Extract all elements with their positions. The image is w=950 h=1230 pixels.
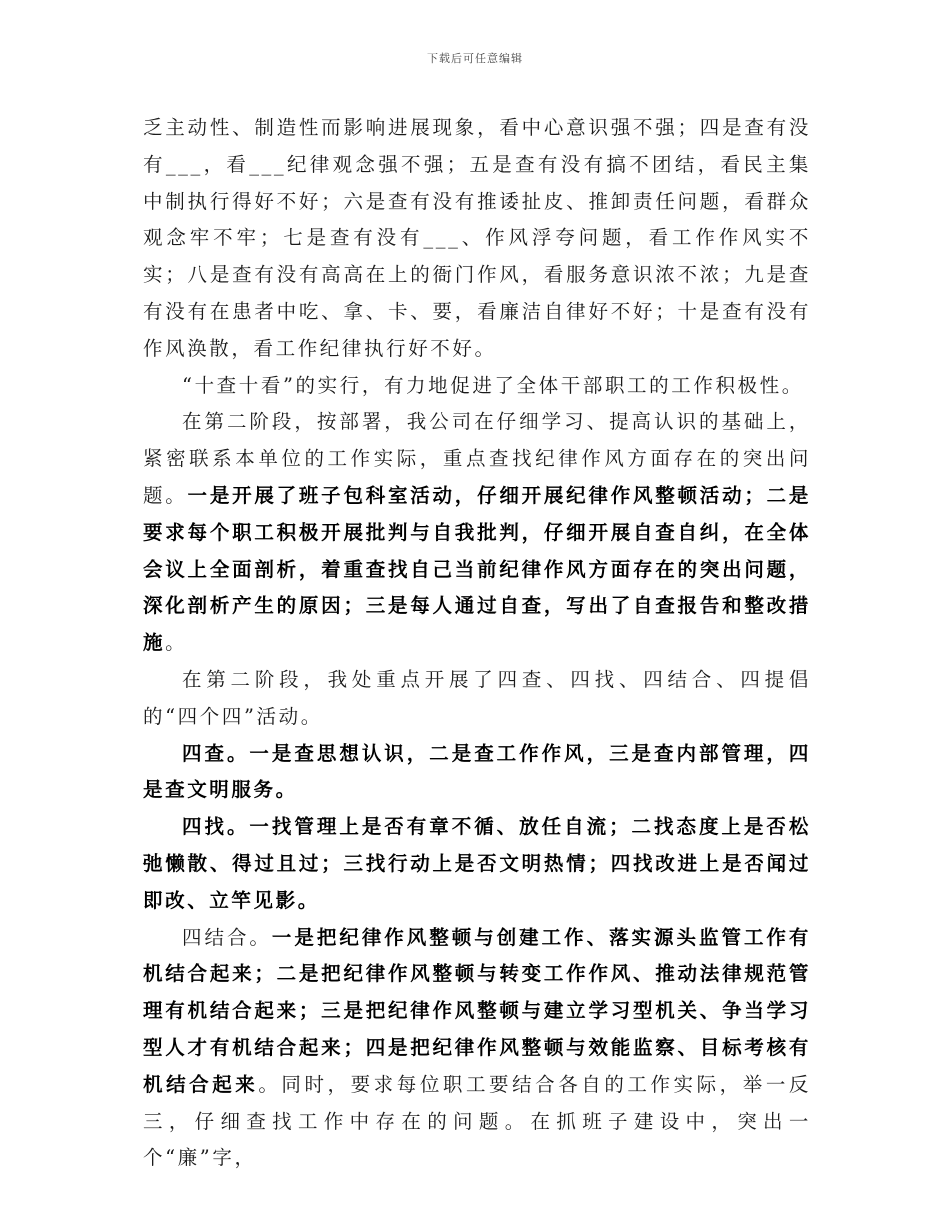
paragraph-four-checks: 四查。一是查思想认识，二是查工作作风，三是查内部管理，四是查文明服务。 bbox=[143, 741, 811, 802]
paragraph-ten-checks-list: 乏主动性、制造性而影响进展现象，看中心意识强不强；四是查有没有___，看___纪律观念强不强；五是查有没有搞不团结，看民主集中制执行得好不好；六是查有没有推诿扯皮、推卸责任问题，看群众观念牢不牢；七是查有没有___、作风浮夸问题，看工作作风实不实；八是查有没有高高在上的衙门作风，看服务意识浓不浓；九是查有没有在患者中吃、拿、卡、要，看廉洁自律好不好；十是查有没有作风涣散，看工作纪律执行好不好。 bbox=[143, 116, 811, 360]
paragraph-ten-checks-summary: “十查十看”的实行，有力地促进了全体干部职工的工作积极性。 bbox=[182, 373, 804, 397]
paragraph-second-stage-self-check bbox=[143, 404, 811, 662]
paragraph-four-combinations bbox=[143, 920, 811, 1178]
paragraph-four-fours-intro: 在第二阶段，我处重点开展了四查、四找、四结合、四提倡的“四个四”活动。 bbox=[143, 667, 811, 728]
paragraph-bold-text: 一是开展了班子包科室活动，仔细开展纪律作风整顿活动；二是要求每个职工积极开展批判与自我批判，仔细开展自查自纠，在全体会议上全面剖析，着重查找自己当前纪律作风方面存在的突出问题，深化剖析产生的原因；三是每人通过自查，写出了自查报告和整改措施 bbox=[143, 483, 811, 655]
page-header: 下载后可任意编辑 bbox=[427, 52, 523, 65]
document-body bbox=[143, 110, 811, 1177]
paragraph-bold-text: 一是把纪律作风整顿与创建工作、落实源头监管工作有机结合起来；二是把纪律作风整顿与转变工作作风、推动法律规范管理有机结合起来；三是把纪律作风整顿与建立学习型机关、争当学习型人才有机结合起来；四是把纪律作风整顿与效能监察、目标考核有机结合起来 bbox=[143, 925, 812, 1096]
paragraph-text: 。 bbox=[165, 631, 188, 655]
paragraph-text: 。同时，要求每位职工要结合各自的工作实际，举一反三，仔细查找工作中存在的问题。在抓班子建设中，突出一个“廉”字， bbox=[143, 1072, 811, 1170]
paragraph-four-finds: 四找。一找管理上是否有章不循、放任自流；二找态度上是否松弛懒散、得过且过；三找行动上是否文明热情；四找改进上是否闻过即改、立竿见影。 bbox=[143, 815, 811, 912]
paragraph-text: 在第二阶段，按部署，我公司在仔细学习、提高认识的基础上，紧密联系本单位的工作实际，重点查找纪律作风方面存在的突出问题。 bbox=[143, 410, 811, 507]
paragraph-text: 四结合。 bbox=[182, 925, 272, 949]
